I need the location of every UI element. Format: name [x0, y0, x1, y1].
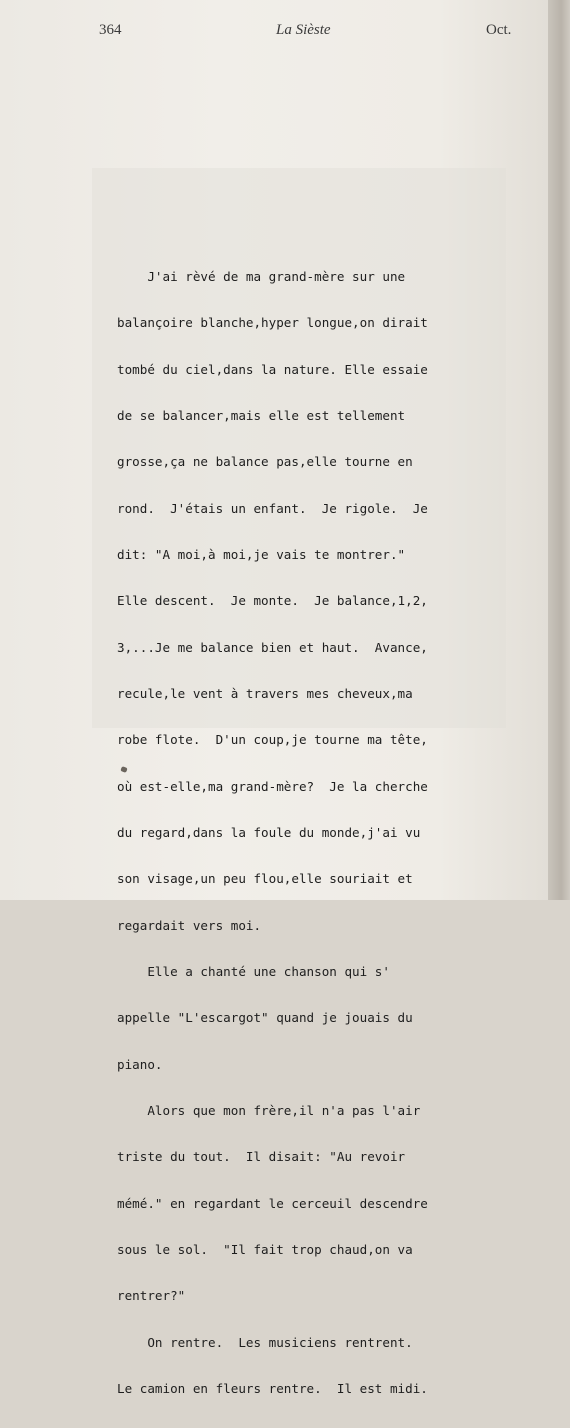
text-line: son visage,un peu flou,elle souriait et: [117, 871, 413, 887]
text-line: tombé du ciel,dans la nature. Elle essaie: [117, 361, 428, 377]
text-line: où est-elle,ma grand-mère? Je la cherche: [117, 778, 428, 794]
running-header: [0, 20, 548, 44]
typewritten-text: [117, 238, 497, 1428]
text-line: piano.: [117, 1056, 163, 1072]
text-line: Alors que mon frère,il n'a pas l'air: [117, 1103, 421, 1119]
header-month: Oct.: [486, 22, 512, 38]
text-line: appelle "L'escargot" quand je jouais du: [117, 1010, 413, 1026]
book-gutter-shadow: [548, 0, 570, 900]
text-line: J'ai rèvé de ma grand-mère sur une: [117, 268, 406, 284]
text-line: On rentre. Les musiciens rentrent.: [117, 1334, 413, 1350]
text-line: rentrer?": [117, 1288, 186, 1304]
text-line: regardait vers moi.: [117, 917, 262, 933]
text-line: Elle a chanté une chanson qui s': [117, 964, 390, 980]
header-title: La Sièste: [276, 22, 331, 38]
page-number: 364: [99, 22, 122, 38]
text-line: triste du tout. Il disait: "Au revoir: [117, 1149, 406, 1165]
text-line: rond. J'étais un enfant. Je rigole. Je: [117, 500, 428, 516]
text-line: 3,...Je me balance bien et haut. Avance,: [117, 639, 428, 655]
text-line: Le camion en fleurs rentre. Il est midi.: [117, 1381, 428, 1397]
text-line: robe flote. D'un coup,je tourne ma tête,: [117, 732, 428, 748]
text-line: mémé." en regardant le cerceuil descendre: [117, 1195, 428, 1211]
text-line: recule,le vent à travers mes cheveux,ma: [117, 686, 413, 701]
text-line: dit: "A moi,à moi,je vais te montrer.": [117, 546, 406, 562]
text-line: du regard,dans la foule du monde,j'ai vu: [117, 825, 421, 841]
text-line: de se balancer,mais elle est tellement: [117, 407, 406, 423]
text-line: Elle descent. Je monte. Je balance,1,2,: [117, 593, 428, 609]
text-line: balançoire blanche,hyper longue,on dirait: [117, 315, 428, 331]
text-line: grosse,ça ne balance pas,elle tourne en: [117, 454, 413, 470]
text-line: sous le sol. "Il fait trop chaud,on va: [117, 1242, 413, 1258]
